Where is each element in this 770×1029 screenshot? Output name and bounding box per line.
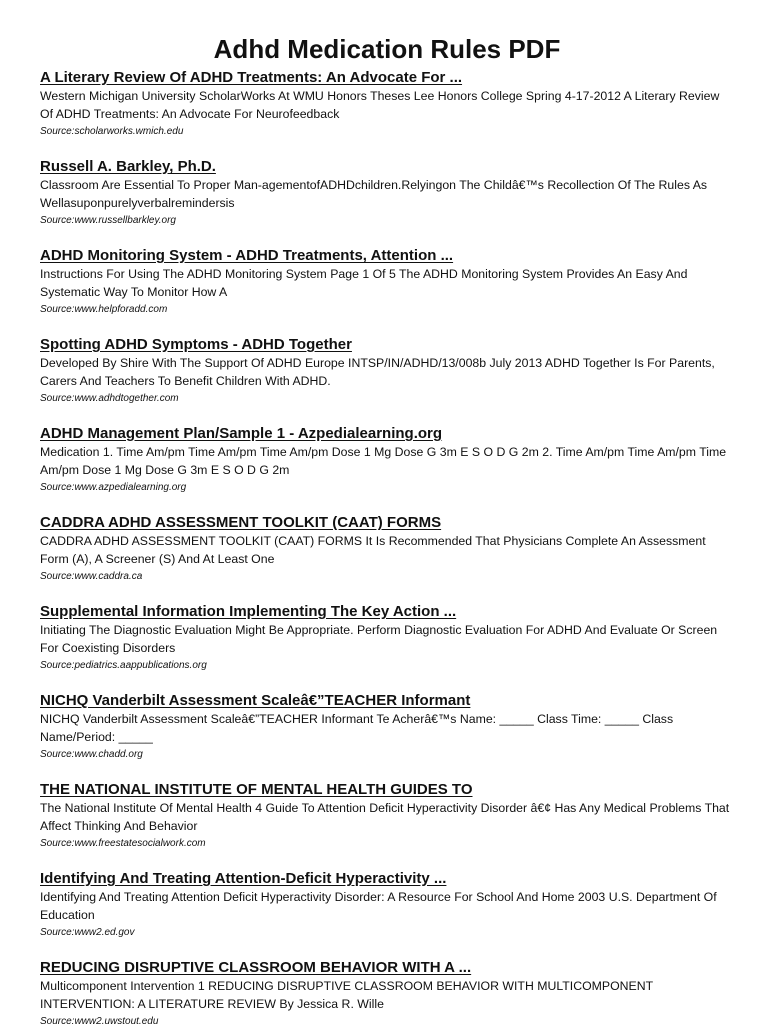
- result-description: Classroom Are Essential To Proper Man-agementofADHDchildren.Relyingon The Childâ€™s Recollection Of The Rules As Wellasuponpurelyverbalremindersis: [40, 178, 708, 210]
- result-item: [40, 335, 734, 406]
- result-description: Medication 1. Time Am/pm Time Am/pm Time Am/pm Dose 1 Mg Dose G 3m E S O D G 2m 2. Time Am/pm Time Am/pm Time Am/pm Dose 1 Mg Dose G 3m E S O D G 2m: [40, 445, 727, 477]
- result-description: Western Michigan University ScholarWorks At WMU Honors Theses Lee Honors College Spring 4-17-2012 A Literary Review Of ADHD Treatments: An Advocate For Neurofeedback: [40, 89, 720, 121]
- result-title-link[interactable]: CADDRA ADHD ASSESSMENT TOOLKIT (CAAT) FORMS: [40, 514, 442, 531]
- result-title-link[interactable]: NICHQ Vanderbilt Assessment Scaleâ€”TEACHER Informant: [40, 692, 471, 709]
- result-item: [40, 691, 734, 762]
- result-description: CADDRA ADHD ASSESSMENT TOOLKIT (CAAT) FORMS It Is Recommended That Physicians Complete An Assessment Form (A), A Screener (S) And At Least One: [40, 534, 706, 566]
- result-source: Source:scholarworks.wmich.edu: [40, 126, 184, 137]
- result-description: Identifying And Treating Attention Deficit Hyperactivity Disorder: A Resource For School And Home 2003 U.S. Department Of Education: [40, 890, 717, 922]
- result-title-link[interactable]: REDUCING DISRUPTIVE CLASSROOM BEHAVIOR WITH A ...: [40, 959, 472, 976]
- result-source: Source:www.chadd.org: [40, 749, 143, 760]
- result-item: [40, 780, 734, 851]
- result-title-link[interactable]: Identifying And Treating Attention-Deficit Hyperactivity ...: [40, 870, 447, 887]
- result-item: [40, 958, 734, 1029]
- result-source: Source:www2.uwstout.edu: [40, 1016, 159, 1027]
- result-item: [40, 246, 734, 317]
- result-description: Instructions For Using The ADHD Monitoring System Page 1 Of 5 The ADHD Monitoring System Provides An Easy And Systematic Way To Monitor How A: [40, 267, 688, 299]
- result-source: Source:www.freestatesocialwork.com: [40, 838, 206, 849]
- result-title-link[interactable]: A Literary Review Of ADHD Treatments: An Advocate For ...: [40, 69, 463, 86]
- result-title-link[interactable]: Russell A. Barkley, Ph.D.: [40, 158, 216, 175]
- result-source: Source:www.russellbarkley.org: [40, 215, 176, 226]
- result-item: [40, 424, 734, 495]
- result-description: NICHQ Vanderbilt Assessment Scaleâ€”TEACHER Informant Te Acherâ€™s Name: _____ Class Time: _____ Class Name/Period: _____: [40, 712, 674, 744]
- result-title-link[interactable]: ADHD Monitoring System - ADHD Treatments, Attention ...: [40, 247, 454, 264]
- result-source: Source:pediatrics.aappublications.org: [40, 660, 207, 671]
- result-description: The National Institute Of Mental Health 4 Guide To Attention Deficit Hyperactivity Disorder â€¢ Has Any Medical Problems That Affect Thinking And Behavior: [40, 801, 730, 833]
- result-source: Source:www.helpforadd.com: [40, 304, 168, 315]
- result-title-link[interactable]: Spotting ADHD Symptoms - ADHD Together: [40, 336, 352, 353]
- result-item: [40, 602, 734, 673]
- result-item: [40, 513, 734, 584]
- result-source: Source:www.caddra.ca: [40, 571, 143, 582]
- page-title: Adhd Medication Rules PDF: [213, 34, 561, 64]
- result-item: [40, 157, 734, 228]
- result-description: Developed By Shire With The Support Of ADHD Europe INTSP/IN/ADHD/13/008b July 2013 ADHD Together Is For Parents, Carers And Teachers To Benefit Children With ADHD.: [40, 356, 715, 388]
- result-source: Source:www.adhdtogether.com: [40, 393, 179, 404]
- result-description: Multicomponent Intervention 1 REDUCING DISRUPTIVE CLASSROOM BEHAVIOR WITH MULTICOMPONENT INTERVENTION: A LITERATURE REVIEW By Jessica R. Wille: [40, 979, 653, 1011]
- result-item: [40, 869, 734, 940]
- result-source: Source:www.azpedialearning.org: [40, 482, 187, 493]
- result-title-link[interactable]: Supplemental Information Implementing The Key Action ...: [40, 603, 457, 620]
- result-description: Initiating The Diagnostic Evaluation Might Be Appropriate. Perform Diagnostic Evaluation For ADHD And Evaluate Or Screen For Coexisting Disorders: [40, 623, 718, 655]
- result-title-link[interactable]: THE NATIONAL INSTITUTE OF MENTAL HEALTH GUIDES TO: [40, 781, 473, 798]
- result-title-link[interactable]: ADHD Management Plan/Sample 1 - Azpedialearning.org: [40, 425, 443, 442]
- result-source: Source:www2.ed.gov: [40, 927, 135, 938]
- result-item: [40, 68, 734, 139]
